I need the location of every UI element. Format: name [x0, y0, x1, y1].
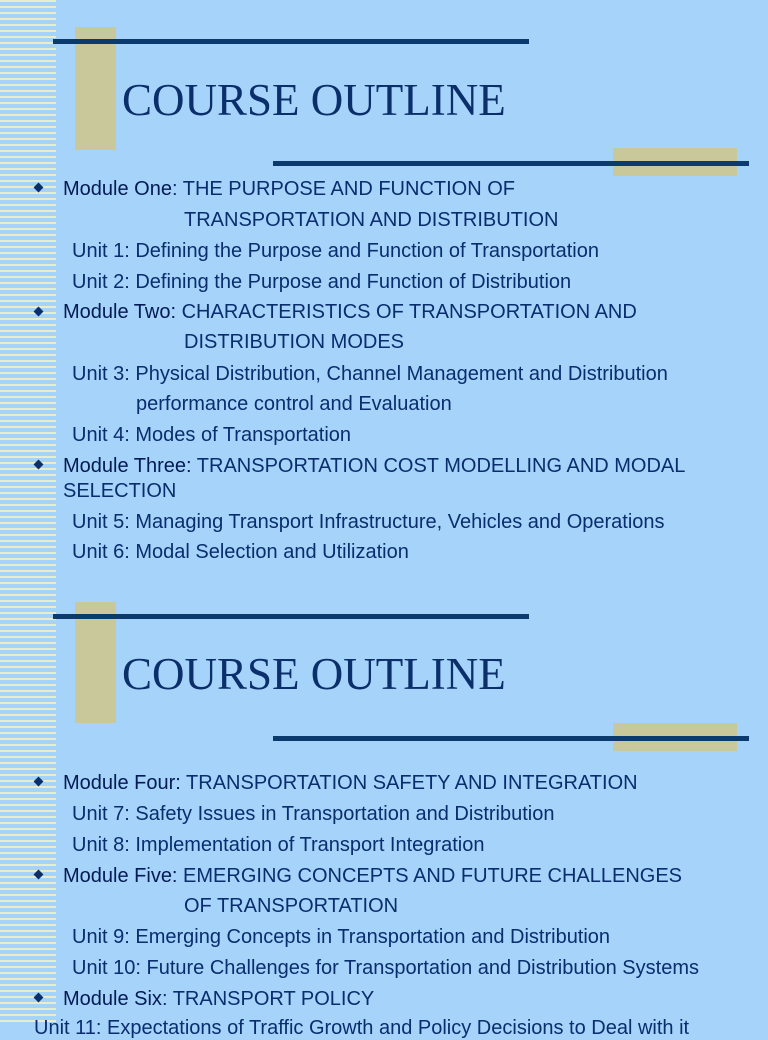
module-title: : TRANSPORT POLICY [161, 988, 375, 1010]
module-label: Module One [63, 178, 172, 200]
bullet-icon [34, 183, 44, 193]
module-title: EMERGING CONCEPTS AND FUTURE CHALLENGES [177, 865, 683, 887]
unit-7: Unit 7: Safety Issues in Transportation and Distribution [72, 803, 555, 825]
unit-11: Unit 11: Expectations of Traffic Growth and Policy Decisions to Deal with it [34, 1017, 690, 1039]
unit-8: Unit 8: Implementation of Transport Integration [72, 834, 485, 856]
bullet-icon [34, 993, 44, 1003]
module-title: : THE PURPOSE AND FUNCTION OF [171, 178, 515, 200]
page-title: COURSE OUTLINE [122, 75, 506, 125]
decor-navy-top-line [53, 614, 529, 619]
module-three [63, 454, 685, 478]
bullet-icon [34, 307, 44, 317]
unit-3-cont: performance control and Evaluation [136, 393, 452, 415]
bullet-icon [34, 460, 44, 470]
module-one [63, 177, 515, 201]
module-label: Module Two: [63, 301, 177, 323]
module-five [63, 864, 682, 888]
unit-2: Unit 2: Defining the Purpose and Function of Distribution [72, 271, 572, 293]
module-title: CHARACTERISTICS OF TRANSPORTATION AND [176, 301, 637, 323]
module-three-cont: SELECTION [63, 480, 177, 502]
decor-navy-bottom-line [273, 736, 749, 741]
module-two-cont: DISTRIBUTION MODES [184, 331, 405, 353]
module-one-cont: TRANSPORTATION AND DISTRIBUTION [184, 209, 559, 231]
decor-tan-vertical [75, 27, 116, 150]
module-four [63, 771, 638, 795]
module-six [63, 987, 374, 1011]
module-title: TRANSPORTATION SAFETY AND INTEGRATION [180, 772, 638, 794]
module-five-cont: OF TRANSPORTATION [184, 895, 399, 917]
unit-10: Unit 10: Future Challenges for Transportation and Distribution Systems [72, 957, 699, 979]
bullet-icon [34, 870, 44, 880]
unit-3: Unit 3: Physical Distribution, Channel Management and Distribution [72, 363, 668, 385]
decor-navy-top-line [53, 39, 529, 44]
bullet-icon [34, 777, 44, 787]
unit-6: Unit 6: Modal Selection and Utilization [72, 541, 409, 563]
unit-1: Unit 1: Defining the Purpose and Function of Transportation [72, 240, 599, 262]
decor-navy-bottom-line [273, 161, 749, 166]
unit-9: Unit 9: Emerging Concepts in Transportation and Distribution [72, 926, 611, 948]
unit-4: Unit 4: Modes of Transportation [72, 424, 352, 446]
module-label: Module Five: [63, 865, 178, 887]
unit-5: Unit 5: Managing Transport Infrastructure, Vehicles and Operations [72, 511, 665, 533]
module-title: TRANSPORTATION COST MODELLING AND MODAL [191, 455, 686, 477]
slide-2 [0, 590, 768, 1039]
decor-tan-vertical [75, 602, 116, 723]
module-two [63, 300, 637, 324]
module-label: Module Four: [63, 772, 181, 794]
page-title: COURSE OUTLINE [122, 649, 506, 699]
module-label: Module Three: [63, 455, 192, 477]
module-label: Module Six [63, 988, 162, 1010]
